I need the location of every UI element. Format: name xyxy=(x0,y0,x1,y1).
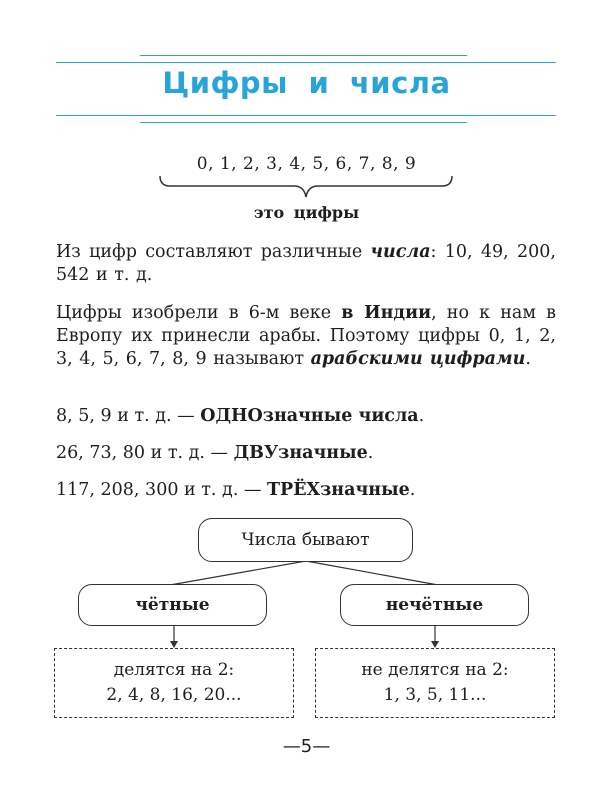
diagram-odd-label: нечётные xyxy=(385,595,484,615)
even-description: делятся на 2: xyxy=(113,660,235,680)
line-text: . xyxy=(409,480,416,500)
line-text: . xyxy=(418,406,425,426)
diagram-root-label: Числа бывают xyxy=(241,530,370,550)
diagram-root xyxy=(198,518,413,562)
line-text: 26, 73, 80 и т. д. — xyxy=(56,443,234,463)
paragraph-text: , но к нам в Европу их принесли арабы. Поэтому цифры 0, 1, 2, 3, 4, 5, 6, 7, 8, 9 называют xyxy=(56,303,556,369)
diagram-odd-box xyxy=(340,584,529,626)
diagram-even-label: чётные xyxy=(135,595,210,615)
emphasis-text: арабскими цифрами xyxy=(310,349,526,369)
diagram-even-box xyxy=(78,584,267,626)
page-number: —5— xyxy=(282,736,331,757)
bold-text: ДВУзначные xyxy=(233,443,368,463)
diagram-odd-details xyxy=(315,648,555,718)
line-text: 117, 208, 300 и т. д. — xyxy=(56,480,268,500)
diagram-even-details xyxy=(54,648,294,718)
even-examples: 2, 4, 8, 16, 20... xyxy=(106,685,242,705)
line-text: . xyxy=(367,443,374,463)
paragraph-text: Цифры изобрели в 6-м веке xyxy=(56,303,342,323)
bold-text: ТРЁХзначные xyxy=(267,480,410,500)
odd-examples: 1, 3, 5, 11... xyxy=(383,685,487,705)
emphasis-text: числа xyxy=(370,242,431,262)
page-title: Цифры и числа xyxy=(162,66,451,100)
paragraph-text: . xyxy=(525,349,531,369)
brace-label: это цифры xyxy=(253,203,360,222)
bold-text: в Индии xyxy=(341,303,432,323)
digits-line: 0, 1, 2, 3, 4, 5, 6, 7, 8, 9 xyxy=(196,154,417,174)
odd-description: не делятся на 2: xyxy=(361,660,509,680)
bold-text: ОДНОзначные числа xyxy=(200,406,419,426)
line-text: 8, 5, 9 и т. д. — xyxy=(56,406,201,426)
paragraph-text: : 10, 49, 200, 542 и т. д. xyxy=(56,242,556,285)
paragraph-text: Из цифр составляют различные xyxy=(56,242,371,262)
